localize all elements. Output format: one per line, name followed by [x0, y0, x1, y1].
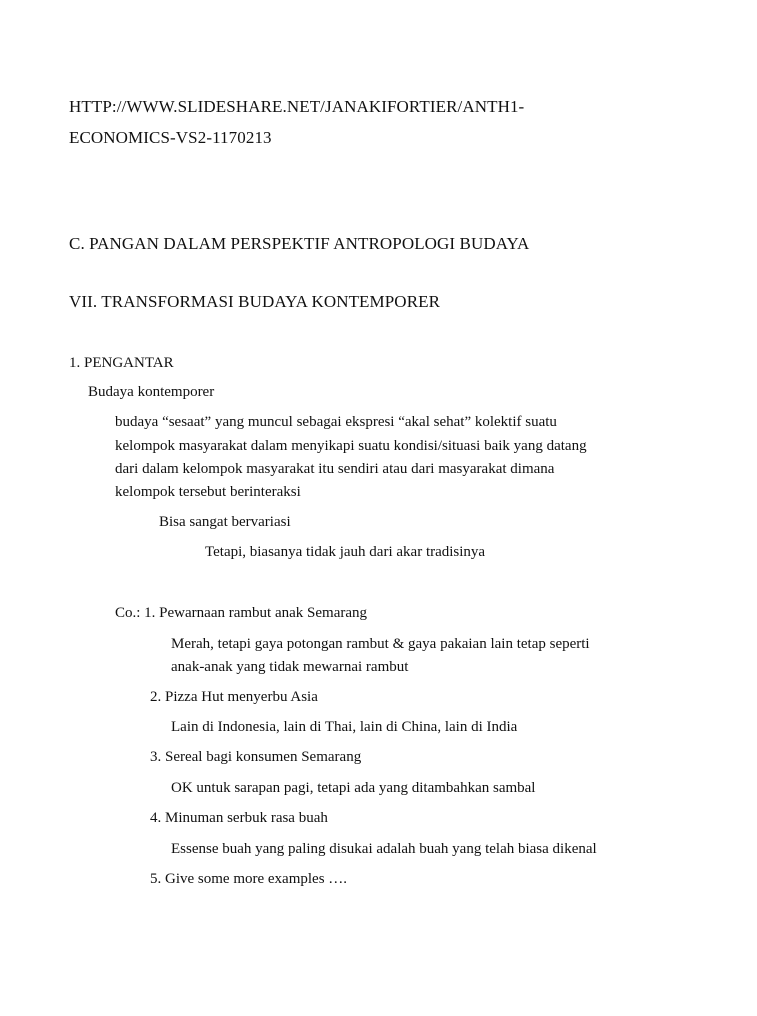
definition-line: kelompok tersebut berinteraksi — [115, 484, 301, 500]
example-2-title: 2. Pizza Hut menyerbu Asia — [150, 689, 318, 705]
heading-pengantar: 1. PENGANTAR — [69, 355, 174, 371]
url-line-1: HTTP://WWW.SLIDESHARE.NET/JANAKIFORTIER/ANTH1- — [69, 97, 525, 116]
definition-line: dari dalam kelompok masyarakat itu sendiri atau dari masyarakat dimana — [115, 461, 555, 477]
section-heading-c: C. PANGAN DALAM PERSPEKTIF ANTROPOLOGI BUDAYA — [69, 234, 530, 253]
example-5-title: 5. Give some more examples …. — [150, 871, 348, 887]
url-line-2: ECONOMICS-VS2-1170213 — [69, 128, 272, 147]
example-4-title: 4. Minuman serbuk rasa buah — [150, 810, 328, 826]
example-1-description: anak-anak yang tidak mewarnai rambut — [171, 659, 409, 675]
subheading-budaya-kontemporer: Budaya kontemporer — [88, 384, 215, 400]
section-heading-vii: VII. TRANSFORMASI BUDAYA KONTEMPORER — [69, 292, 441, 311]
note-bisa-sangat: Bisa sangat bervariasi — [159, 514, 291, 530]
definition-line: kelompok masyarakat dalam menyikapi suatu kondisi/situasi baik yang datang — [115, 438, 587, 454]
example-1-title: Co.: 1. Pewarnaan rambut anak Semarang — [115, 605, 368, 621]
definition-line: budaya “sesaat” yang muncul sebagai ekspresi “akal sehat” kolektif suatu — [115, 414, 557, 430]
note-tetapi-biasanya: Tetapi, biasanya tidak jauh dari akar tradisinya — [205, 544, 486, 560]
example-2-description: Lain di Indonesia, lain di Thai, lain di China, lain di India — [171, 719, 518, 735]
example-4-description: Essense buah yang paling disukai adalah buah yang telah biasa dikenal — [171, 841, 597, 857]
example-3-description: OK untuk sarapan pagi, tetapi ada yang ditambahkan sambal — [171, 780, 536, 796]
example-3-title: 3. Sereal bagi konsumen Semarang — [150, 749, 362, 765]
example-1-description: Merah, tetapi gaya potongan rambut & gaya pakaian lain tetap seperti — [171, 636, 590, 652]
